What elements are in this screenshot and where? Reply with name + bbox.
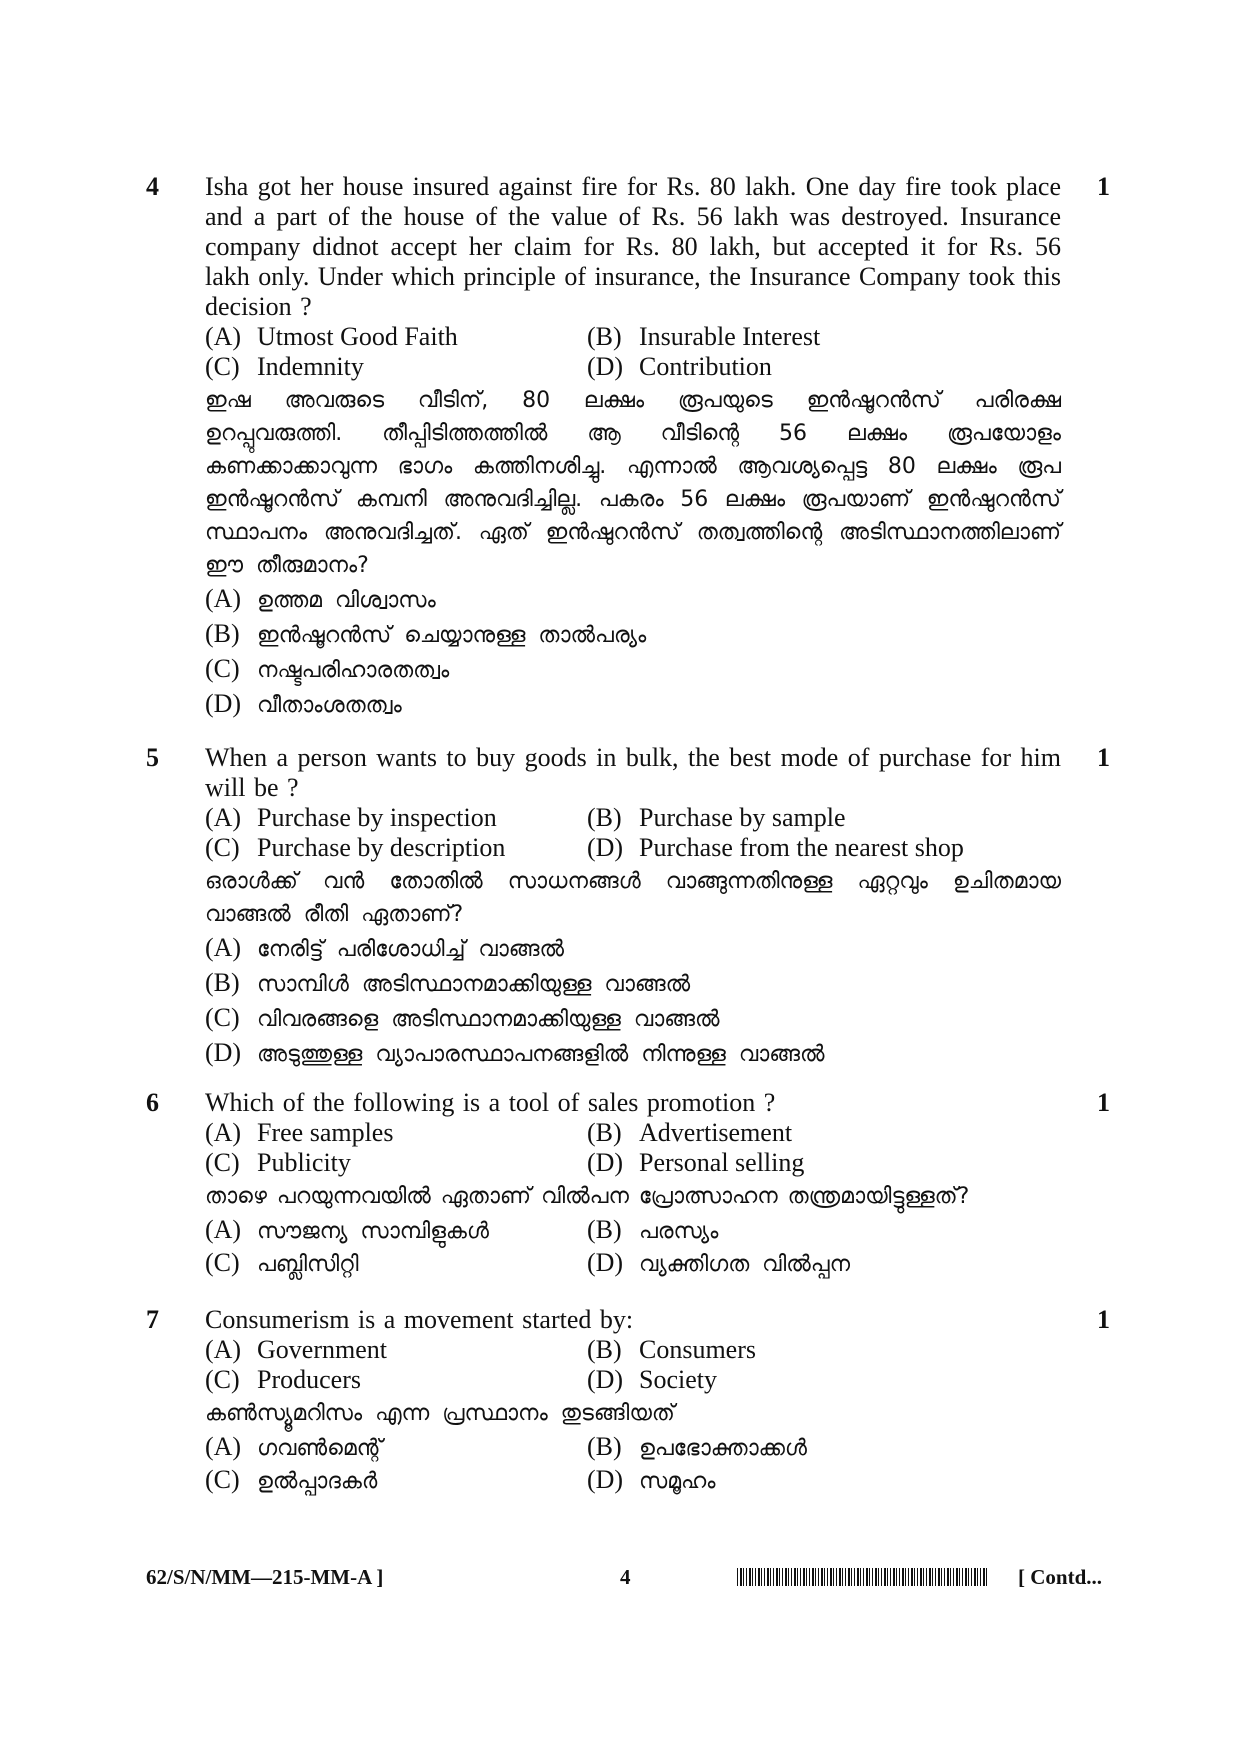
option-c: (C) Indemnity — [205, 352, 364, 381]
ml-option-c: (C) വിവരങ്ങളെ അടിസ്ഥാനമാക്കിയുള്ള വാങ്ങൽ — [205, 1003, 720, 1032]
question-text-malayalam: ഇഷ അവരുടെ വീടിന്, 80 ലക്ഷം രൂപയുടെ ഇൻഷൂറൻസ് പരിരക്ഷ ഉറപ്പുവരുത്തി. തീപ്പിടിത്തത്തിൽ ആ വീടിന്റെ 56 ലക്ഷം രൂപയോളം കണക്കാക്കാവുന്ന ഭാഗം കത്തിനശിച്ചു. എന്നാൽ ആവശ്യപ്പെട്ട 80 ലക്ഷം രൂപ ഇൻഷൂറൻസ് കമ്പനി അനുവദിച്ചില്ല. പകരം 56 ലക്ഷം രൂപയാണ് ഇൻഷുറൻസ് സ്ഥാപനം അനുവദിച്ചത്. ഏത് ഇൻഷുറൻസ് തത്വത്തിന്റെ അടിസ്ഥാനത്തിലാണ് ഈ തീരുമാനം? — [205, 388, 1061, 578]
ml-option-d: (D) വ്യക്തിഗത വിൽപ്പന — [587, 1248, 850, 1277]
ml-option-a: (A) നേരിട്ട് പരിശോധിച്ച് വാങ്ങൽ — [205, 933, 564, 962]
question-body — [205, 172, 1061, 722]
malayalam-options — [205, 1213, 1061, 1279]
malayalam-options — [205, 931, 1061, 1071]
question-body — [205, 743, 1061, 1071]
option-c: (C) Publicity — [205, 1148, 351, 1177]
continued-label: [ Contd... — [1018, 1565, 1103, 1589]
ml-option-c: (C) പബ്ലിസിറ്റി — [205, 1248, 359, 1277]
option-b: (B) Insurable Interest — [587, 322, 821, 351]
option-b: (B) Consumers — [587, 1335, 756, 1364]
option-c: (C) Purchase by description — [205, 833, 506, 862]
option-a: (A) Free samples — [205, 1118, 394, 1147]
ml-option-a: (A) സൗജന്യ സാമ്പിളുകൾ — [205, 1215, 489, 1244]
malayalam-options — [205, 582, 1061, 722]
ml-option-d: (D) വീതാംശതത്വം — [205, 689, 402, 718]
english-options — [205, 803, 1061, 863]
ml-option-d: (D) സമൂഹം — [587, 1465, 716, 1494]
ml-option-c: (C) ഉൽപ്പാദകർ — [205, 1465, 378, 1494]
question-text-malayalam: കൺസ്യൂമറിസം എന്ന പ്രസ്ഥാനം തുടങ്ങിയത് — [205, 1401, 675, 1426]
english-options — [205, 1118, 1061, 1178]
ml-option-b: (B) സാമ്പിൾ അടിസ്ഥാനമാക്കിയുള്ള വാങ്ങൽ — [205, 968, 691, 997]
page-number: 4 — [620, 1565, 631, 1589]
ml-option-b: (B) ഇൻഷൂറൻസ് ചെയ്യാനുള്ള താൽപര്യം — [205, 619, 647, 648]
option-a: (A) Government — [205, 1335, 387, 1364]
ml-option-d: (D) അടുത്തുള്ള വ്യാപാരസ്ഥാപനങ്ങളിൽ നിന്നുള്ള വാങ്ങൽ — [205, 1038, 825, 1067]
ml-option-b: (B) ഉപഭോക്താക്കൾ — [587, 1432, 808, 1461]
option-b: (B) Purchase by sample — [587, 803, 846, 832]
malayalam-options — [205, 1430, 1061, 1496]
barcode-image — [737, 1568, 987, 1586]
option-d: (D) Personal selling — [587, 1148, 805, 1177]
ml-option-c: (C) നഷ്ടപരിഹാരതത്വം — [205, 654, 450, 683]
question-body — [205, 1088, 1061, 1279]
english-options — [205, 1335, 1061, 1395]
question-marks: 1 — [1097, 1088, 1110, 1117]
question-marks: 1 — [1097, 743, 1110, 772]
question-text-malayalam: താഴെ പറയുന്നവയിൽ ഏതാണ് വിൽപന പ്രോത്സാഹന തന്ത്രമായിട്ടുള്ളത്? — [205, 1184, 970, 1209]
option-d: (D) Purchase from the nearest shop — [587, 833, 964, 862]
question-text-english: When a person wants to buy goods in bulk, the best mode of purchase for him will be ? — [205, 743, 1061, 802]
ml-option-a: (A) ഉത്തമ വിശ്വാസം — [205, 584, 436, 613]
question-number: 7 — [146, 1305, 159, 1334]
question-text-english: Isha got her house insured against fire for Rs. 80 lakh. One day fire took place and a part of the house of the value of Rs. 56 lakh was destroyed. Insurance company didnot accept her claim for Rs. 80 lakh, but accepted it for Rs. 56 lakh only. Under which principle of insurance, the Insurance Company took this decision ? — [205, 172, 1061, 321]
question-text-malayalam: ഒരാൾക്ക് വൻ തോതിൽ സാധനങ്ങൾ വാങ്ങുന്നതിനുള്ള ഏറ്റവും ഉചിതമായ വാങ്ങൽ രീതി ഏതാണ്? — [205, 869, 1061, 927]
english-options — [205, 322, 1061, 382]
question-body — [205, 1305, 1061, 1496]
option-b: (B) Advertisement — [587, 1118, 793, 1147]
question-number: 5 — [146, 743, 159, 772]
question-marks: 1 — [1097, 1305, 1110, 1334]
page-footer — [0, 1562, 1240, 1596]
option-d: (D) Society — [587, 1365, 717, 1394]
option-a: (A) Purchase by inspection — [205, 803, 497, 832]
question-number: 4 — [146, 172, 159, 201]
paper-code: 62/S/N/MM—215-MM-A ] — [146, 1565, 384, 1589]
ml-option-a: (A) ഗവൺമെന്റ് — [205, 1432, 383, 1461]
option-d: (D) Contribution — [587, 352, 772, 381]
question-number: 6 — [146, 1088, 159, 1117]
ml-option-b: (B) പരസ്യം — [587, 1215, 719, 1244]
option-a: (A) Utmost Good Faith — [205, 322, 458, 351]
question-text-english: Which of the following is a tool of sales promotion ? — [205, 1088, 776, 1117]
question-marks: 1 — [1097, 172, 1110, 201]
question-text-english: Consumerism is a movement started by: — [205, 1305, 634, 1334]
option-c: (C) Producers — [205, 1365, 361, 1394]
